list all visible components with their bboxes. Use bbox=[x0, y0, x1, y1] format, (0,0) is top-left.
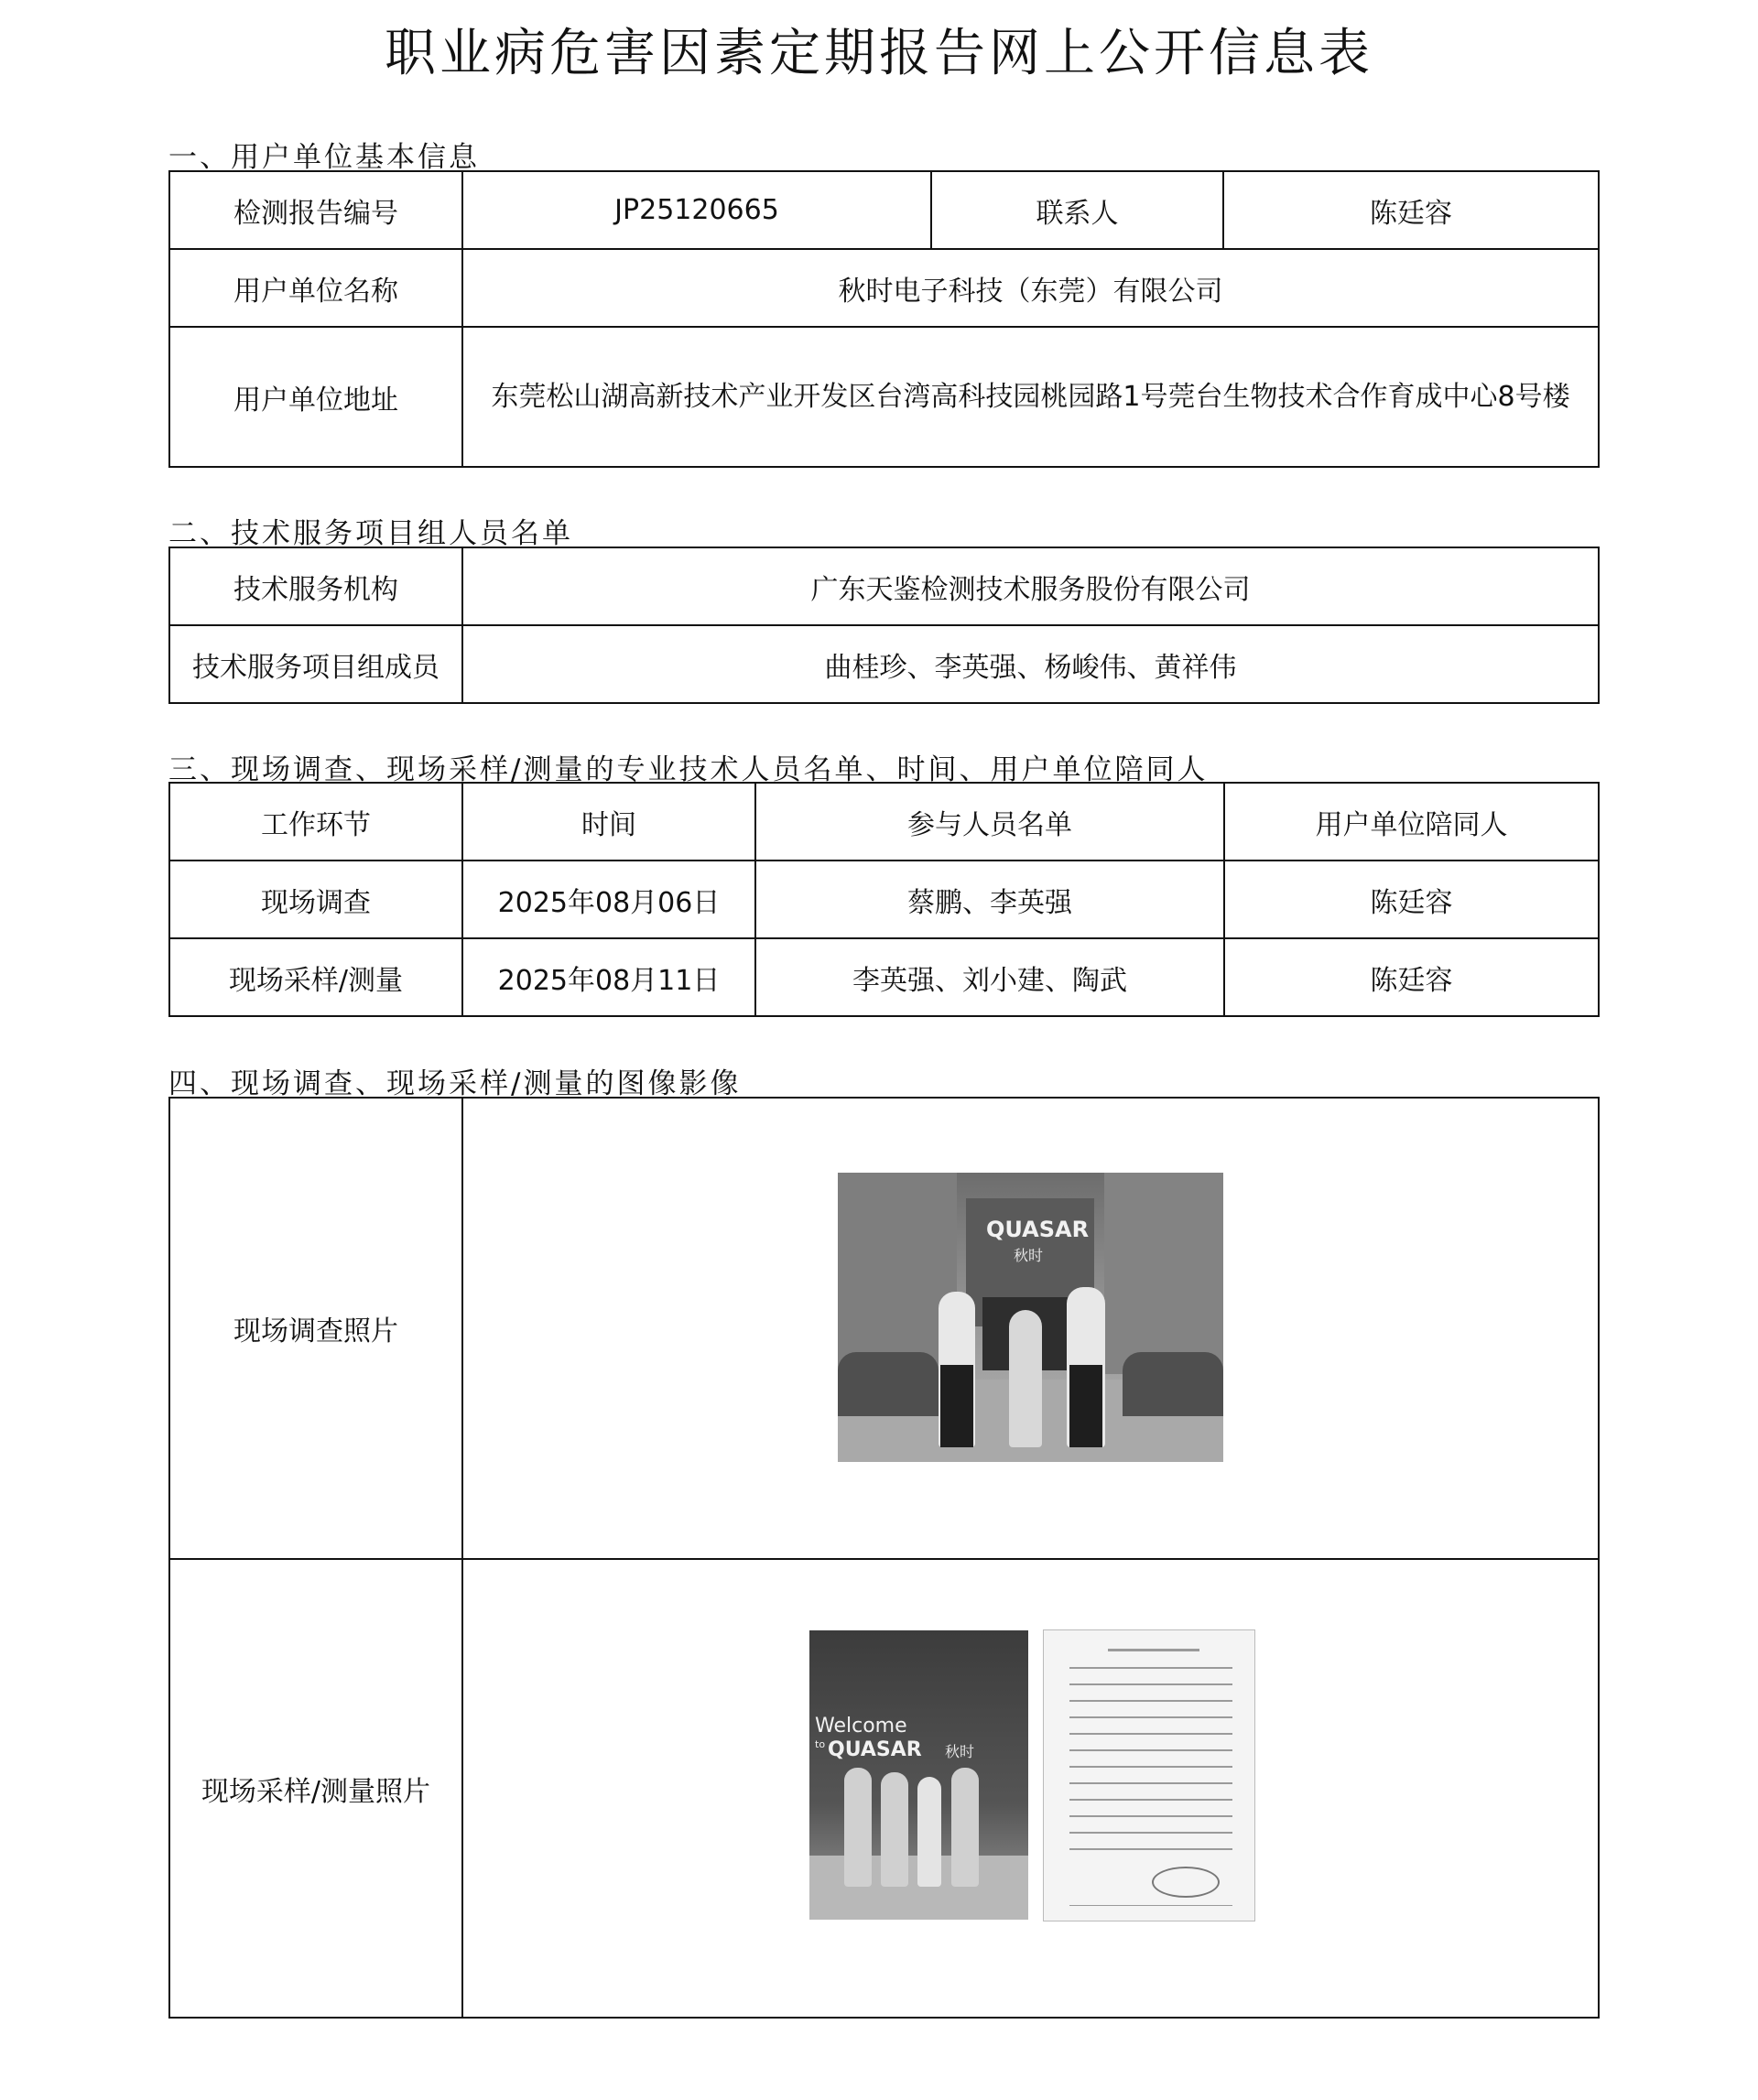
row-stage: 现场调查 bbox=[169, 861, 462, 938]
row-participants: 蔡鹏、李英强 bbox=[755, 861, 1224, 938]
address-value: 东莞松山湖高新技术产业开发区台湾高科技园桃园路1号莞台生物技术合作育成中心8号楼 bbox=[462, 327, 1599, 467]
section1-heading: 一、用户单位基本信息 bbox=[168, 141, 480, 174]
row-time: 2025年08月06日 bbox=[462, 861, 755, 938]
section3-heading: 三、现场调查、现场采样/测量的专业技术人员名单、时间、用户单位陪同人 bbox=[168, 753, 1209, 786]
sampling-photo-brand-cn: 秋时 bbox=[945, 1743, 975, 1760]
section2-heading: 二、技术服务项目组人员名单 bbox=[168, 517, 573, 550]
header-participants: 参与人员名单 bbox=[755, 783, 1224, 861]
org-value: 广东天鉴检测技术服务股份有限公司 bbox=[462, 547, 1599, 625]
row-escort: 陈廷容 bbox=[1224, 861, 1599, 938]
team-table bbox=[168, 547, 1600, 704]
row-time: 2025年08月11日 bbox=[462, 938, 755, 1016]
sampling-photo-brand: QUASAR bbox=[828, 1738, 922, 1761]
row-stage: 现场采样/测量 bbox=[169, 938, 462, 1016]
contact-label: 联系人 bbox=[931, 171, 1223, 249]
sampling-photo-label: 现场采样/测量照片 bbox=[169, 1559, 462, 2018]
report-no-value: JP25120665 bbox=[462, 171, 931, 249]
page-title: 职业病危害因素定期报告网上公开信息表 bbox=[385, 24, 1373, 83]
header-time: 时间 bbox=[462, 783, 755, 861]
company-label: 用户单位名称 bbox=[169, 249, 462, 327]
company-value: 秋时电子科技（东莞）有限公司 bbox=[462, 249, 1599, 327]
survey-photo-sign: QUASAR bbox=[986, 1217, 1090, 1242]
survey-photo-label: 现场调查照片 bbox=[169, 1098, 462, 1559]
org-label: 技术服务机构 bbox=[169, 547, 462, 625]
header-stage: 工作环节 bbox=[169, 783, 462, 861]
sampling-photo-cell bbox=[462, 1559, 1599, 2018]
address-label: 用户单位地址 bbox=[169, 327, 462, 467]
row-participants: 李英强、刘小建、陶武 bbox=[755, 938, 1224, 1016]
sampling-photo bbox=[809, 1630, 1028, 1920]
members-label: 技术服务项目组成员 bbox=[169, 625, 462, 703]
sampling-photo-to: to bbox=[815, 1738, 826, 1750]
survey-photo bbox=[838, 1173, 1223, 1462]
survey-photo-sign-cn: 秋时 bbox=[1014, 1247, 1044, 1264]
contact-value: 陈廷容 bbox=[1223, 171, 1599, 249]
sampling-form-photo bbox=[1043, 1629, 1255, 1921]
section4-heading: 四、现场调查、现场采样/测量的图像影像 bbox=[168, 1067, 742, 1100]
signature-mark bbox=[1152, 1867, 1220, 1898]
table-row bbox=[169, 938, 1599, 1016]
basic-info-table bbox=[168, 170, 1600, 468]
personnel-table bbox=[168, 782, 1600, 1017]
row-escort: 陈廷容 bbox=[1224, 938, 1599, 1016]
header-escort: 用户单位陪同人 bbox=[1224, 783, 1599, 861]
sampling-photo-welcome: Welcome bbox=[815, 1715, 907, 1737]
members-value: 曲桂珍、李英强、杨峻伟、黄祥伟 bbox=[462, 625, 1599, 703]
table-row bbox=[169, 861, 1599, 938]
report-no-label: 检测报告编号 bbox=[169, 171, 462, 249]
